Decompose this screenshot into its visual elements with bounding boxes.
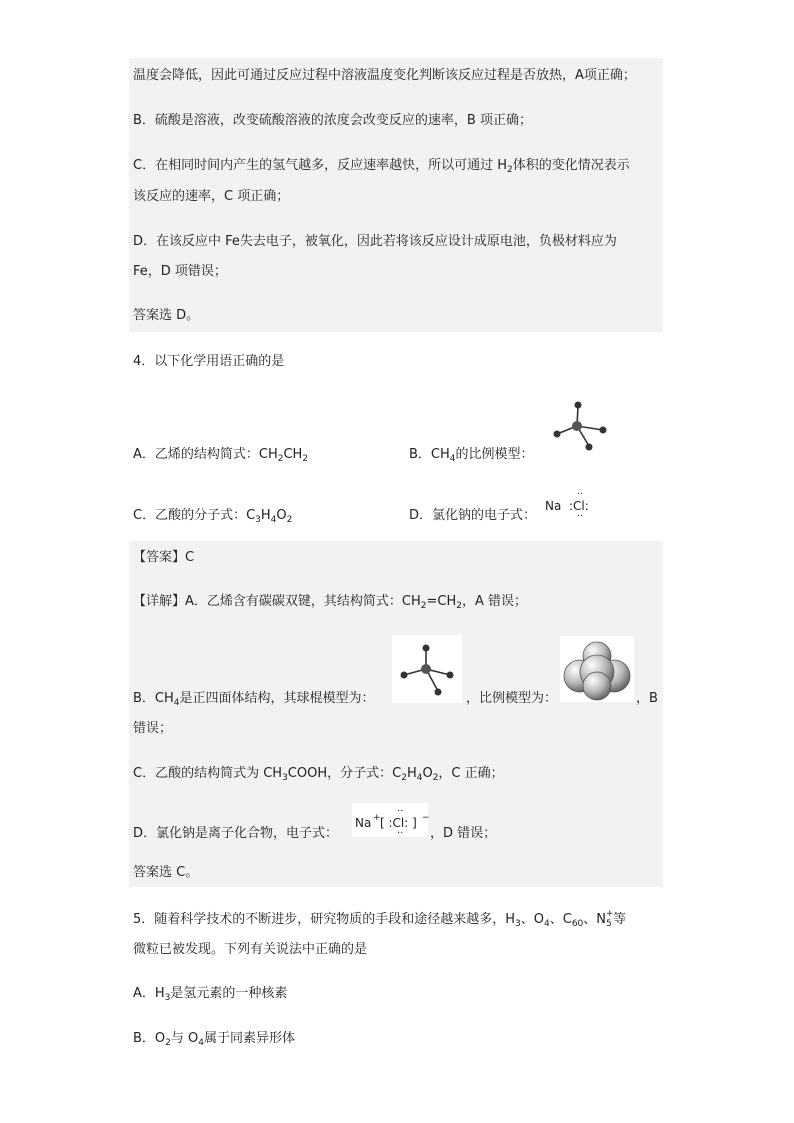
q3-answer: 答案选 D。: [133, 308, 200, 323]
subscript: 2: [507, 165, 513, 175]
text: [ :Cl: ]: [380, 816, 417, 830]
text: 属于同素异形体: [204, 1031, 296, 1046]
subscript: 2: [401, 773, 407, 783]
text: C: [185, 550, 195, 565]
subscript: 5: [606, 919, 612, 929]
subscript: 2: [456, 601, 462, 611]
text: ，C 正确；: [438, 766, 504, 781]
text: CH: [283, 447, 303, 462]
text: 是氢元素的一种核素: [170, 986, 288, 1001]
subscript: 4: [270, 515, 277, 525]
text: 5．随着科学技术的不断进步，研究物质的手段和途径越来越多，H: [133, 912, 516, 927]
q4-option-d: D．氯化钠的电子式：: [409, 508, 537, 523]
superscript: +: [606, 909, 614, 919]
subscript: 3: [164, 993, 171, 1003]
q4-detail-d: D．氯化钠是离子化合物，电子式：: [133, 826, 339, 841]
nacl-electron-formula-box: [352, 803, 428, 837]
q5-option-a: [133, 985, 287, 1007]
text: A．H: [133, 986, 165, 1001]
text: 的比例模型：: [455, 447, 534, 462]
subscript: 60: [571, 919, 584, 929]
text: O: [422, 766, 433, 781]
q4-detail-b-line2: 错误；: [133, 721, 173, 736]
text: 、N: [583, 912, 607, 927]
subscript: 2: [165, 1038, 171, 1048]
text: :Cl:: [569, 499, 589, 513]
text: 等: [613, 912, 627, 927]
subscript: 4: [449, 454, 456, 464]
text: 、O: [520, 912, 545, 927]
text: 是正四面体结构，其球棍模型为：: [179, 691, 375, 706]
text: B．O: [133, 1031, 166, 1046]
q5-stem-line2: 微粒已被发现。下列有关说法中正确的是: [133, 942, 368, 957]
text: C．乙酸的结构简式为 CH: [133, 766, 283, 781]
dots-top: ··: [577, 489, 584, 500]
q4-option-a: [133, 446, 308, 468]
q4-detail-b-post: ，B: [636, 691, 658, 706]
text: H: [260, 508, 271, 523]
text: B．CH: [133, 691, 174, 706]
subscript: 2: [302, 454, 309, 464]
q4-detail-a: [133, 593, 527, 615]
q3-line-b: B．硫酸是溶液，改变硫酸溶液的浓度会改变反应的速率，B 项正确；: [133, 113, 532, 128]
text: 【详解】: [133, 594, 186, 609]
text: =CH: [426, 594, 457, 609]
q3-line-d1: D．在该反应中 Fe失去电子，被氧化，因此若将该反应设计成原电池，负极材料应为: [133, 234, 617, 249]
dots-bottom: ··: [397, 828, 404, 839]
subscript: 2: [432, 773, 439, 783]
q3-line-c1: [133, 157, 630, 179]
space-filling-model-image: [560, 636, 634, 702]
ball-stick-model-image: [392, 635, 462, 703]
text: 与 O: [170, 1031, 199, 1046]
q3-line-a: 温度会降低，因此可通过反应过程中溶液温度变化判断该反应过程是否放热，A项正确；: [133, 68, 636, 83]
text: Na: [545, 499, 562, 513]
text: C．在相同时间内产生的氢气越多，反应速率越快，所以可通过 H: [133, 158, 507, 173]
subscript: 2: [286, 515, 293, 525]
subscript: 3: [515, 919, 521, 929]
nacl-electron-formula-option: [545, 488, 605, 522]
q5-option-b: [133, 1030, 295, 1052]
dots-bottom: ··: [577, 511, 584, 522]
q3-line-d2: Fe，D 项错误；: [133, 264, 227, 279]
dots-top: ··: [397, 806, 404, 817]
q4-detail-b-mid: ，比例模型为：: [466, 691, 558, 706]
text: O: [276, 508, 287, 523]
text: Na: [355, 816, 372, 830]
subscript: 2: [420, 601, 427, 611]
subscript: 3: [255, 515, 261, 525]
text: A．乙烯含有碳碳双键，其结构简式：CH: [185, 594, 421, 609]
subscript: 4: [198, 1038, 204, 1048]
q4-stem: 4．以下化学用语正确的是: [133, 354, 285, 369]
subscript: 4: [416, 773, 423, 783]
q4-detail-d-post: ，D 错误；: [430, 826, 497, 841]
ball-stick-model-image: [545, 398, 611, 456]
subscript: 4: [544, 919, 550, 929]
text: H: [406, 766, 417, 781]
text: 【答案】: [133, 550, 186, 565]
text: B．CH: [409, 447, 450, 462]
superscript: −: [422, 813, 430, 823]
q4-detail-c: [133, 765, 504, 787]
ball-stick-model-box: [392, 635, 462, 703]
subscript: 4: [173, 698, 180, 708]
q4-option-c: [133, 507, 292, 529]
superscript: +: [373, 813, 381, 823]
text: COOH，分子式：C: [287, 766, 402, 781]
text: C．乙酸的分子式：C: [133, 508, 256, 523]
subscript: 2: [277, 454, 284, 464]
q5-stem-line1: [133, 911, 626, 933]
text: A．乙烯的结构简式：CH: [133, 447, 278, 462]
subscript: 3: [282, 773, 288, 783]
text: 、C: [549, 912, 572, 927]
space-filling-model-box: [560, 636, 634, 702]
text: 体积的变化情况表示: [512, 158, 630, 173]
q4-answer: [133, 549, 194, 567]
q4-option-b: [409, 446, 534, 468]
charge-stack: [606, 909, 614, 929]
q4-detail-b: [133, 690, 375, 712]
text: ，A 错误；: [461, 594, 528, 609]
q4-final-answer: 答案选 C。: [133, 865, 199, 880]
q3-line-c2: 该反应的速率，C 项正确；: [133, 189, 290, 204]
